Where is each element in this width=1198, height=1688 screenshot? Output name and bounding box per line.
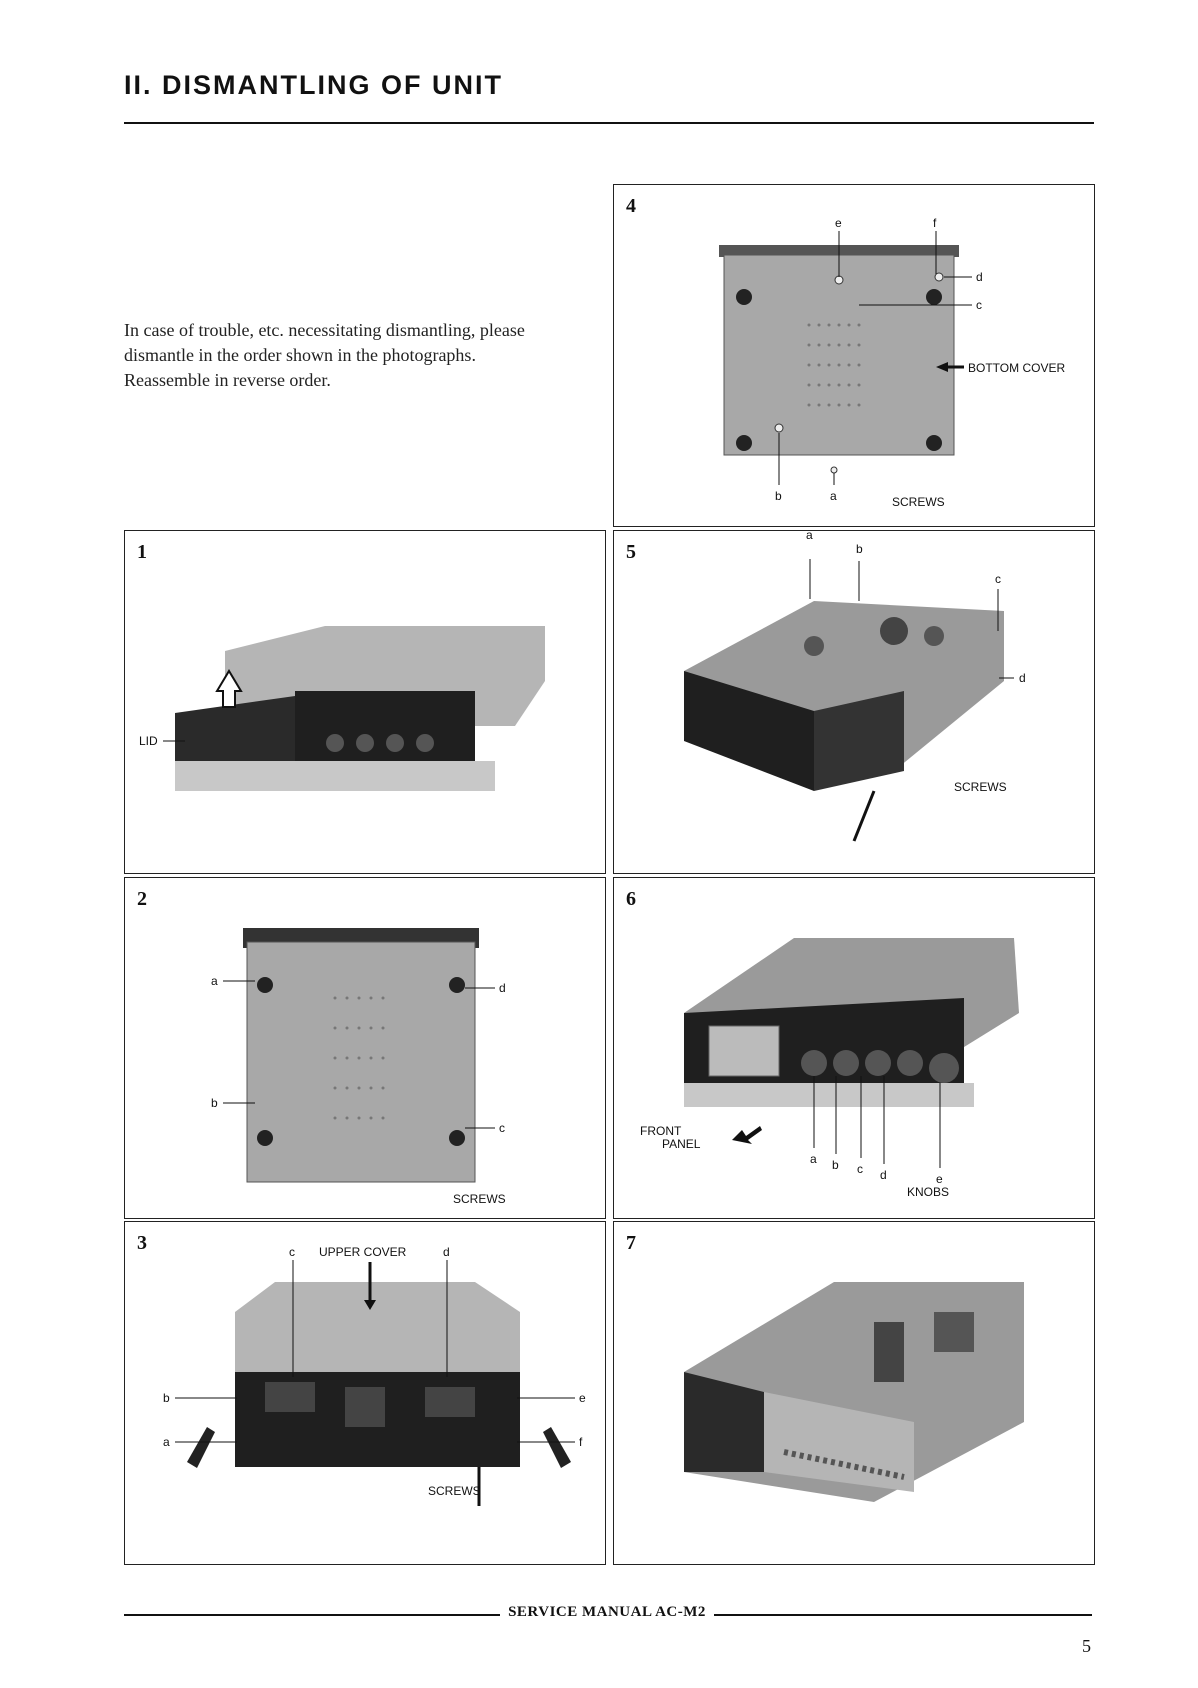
label-e: e — [835, 216, 842, 230]
photo-number: 6 — [626, 888, 636, 910]
label-screws: SCREWS — [954, 780, 1007, 794]
photo-number: 7 — [626, 1232, 636, 1254]
page-number: 5 — [1082, 1636, 1091, 1656]
label-upper-cover: UPPER COVER — [319, 1245, 407, 1259]
intro-line: In case of trouble, etc. necessitating dismantling, please — [124, 320, 525, 340]
label-a: a — [830, 489, 837, 503]
photo-2-illustration — [125, 878, 607, 1220]
screw-a — [831, 467, 837, 473]
label-f: f — [579, 1435, 583, 1449]
photo-2 — [124, 877, 606, 1219]
arrow-icon — [543, 1427, 571, 1468]
label-c: c — [499, 1121, 505, 1135]
screw-f — [935, 273, 943, 281]
label-b: b — [775, 489, 782, 503]
foot — [257, 1130, 273, 1146]
foot — [926, 435, 942, 451]
photo-number: 3 — [137, 1232, 147, 1254]
photo-6-illustration — [614, 878, 1096, 1220]
label-knobs: KNOBS — [907, 1185, 950, 1199]
footer-title: SERVICE MANUAL AC-M2 — [508, 1604, 706, 1620]
cassette-well — [709, 1026, 779, 1076]
label-e: e — [579, 1391, 586, 1405]
photo-number: 4 — [626, 195, 636, 217]
photo-1 — [124, 530, 606, 874]
label-c: c — [976, 298, 982, 312]
label-d: d — [1019, 671, 1026, 685]
label-screws: SCREWS — [453, 1192, 506, 1206]
label-screws: SCREWS — [892, 495, 945, 509]
label-bottom-cover: BOTTOM COVER — [968, 361, 1066, 375]
photo-7-illustration — [614, 1222, 1096, 1566]
photo-4 — [613, 184, 1095, 527]
bottom-cover-plate — [724, 255, 954, 455]
page-title: II. DISMANTLING OF UNIT — [124, 70, 503, 100]
foot — [926, 289, 942, 305]
label-c: c — [857, 1162, 863, 1176]
photo-3 — [124, 1221, 606, 1565]
bottom-plate — [247, 942, 475, 1182]
label-d: d — [976, 270, 983, 284]
arrow-icon — [732, 1126, 762, 1144]
label-lid: LID — [139, 734, 158, 748]
arrow-icon — [187, 1427, 215, 1468]
footer-rule — [714, 1614, 1092, 1616]
photo-6 — [613, 877, 1095, 1219]
photo-1-illustration — [125, 531, 607, 875]
power-cord — [854, 791, 874, 841]
intro-paragraph — [124, 318, 584, 393]
photo-number: 5 — [626, 541, 636, 563]
label-e: e — [936, 1172, 943, 1186]
label-front: FRONT — [640, 1124, 682, 1138]
foot — [449, 977, 465, 993]
label-a: a — [211, 974, 218, 988]
label-a: a — [163, 1435, 170, 1449]
intro-line: dismantle in the order shown in the photographs. — [124, 345, 476, 365]
label-a: a — [810, 1152, 817, 1166]
photo-number: 2 — [137, 888, 147, 910]
label-b: b — [163, 1391, 170, 1405]
screw-e — [835, 276, 843, 284]
label-c: c — [289, 1245, 295, 1259]
front-panel — [295, 691, 475, 761]
foot — [736, 435, 752, 451]
foot — [449, 1130, 465, 1146]
footer-rule — [124, 1614, 500, 1616]
photo-5 — [613, 530, 1095, 874]
photo-5-illustration — [614, 531, 1096, 875]
label-d: d — [443, 1245, 450, 1259]
label-d: d — [499, 981, 506, 995]
photo-number: 1 — [137, 541, 147, 563]
label-c: c — [995, 572, 1001, 586]
title-rule — [124, 122, 1094, 124]
screw-b — [775, 424, 783, 432]
front-base — [175, 761, 495, 791]
label-d: d — [880, 1168, 887, 1182]
photo-3-illustration — [125, 1222, 607, 1566]
intro-line: Reassemble in reverse order. — [124, 370, 331, 390]
foot — [736, 289, 752, 305]
label-b: b — [856, 542, 863, 556]
label-f: f — [933, 216, 937, 230]
label-screws: SCREWS — [428, 1484, 481, 1498]
label-panel: PANEL — [662, 1137, 701, 1151]
photo-4-illustration — [614, 185, 1096, 528]
label-b: b — [211, 1096, 218, 1110]
front-panel — [684, 1083, 974, 1107]
foot — [257, 977, 273, 993]
label-b: b — [832, 1158, 839, 1172]
label-a: a — [806, 531, 813, 542]
photo-7 — [613, 1221, 1095, 1565]
